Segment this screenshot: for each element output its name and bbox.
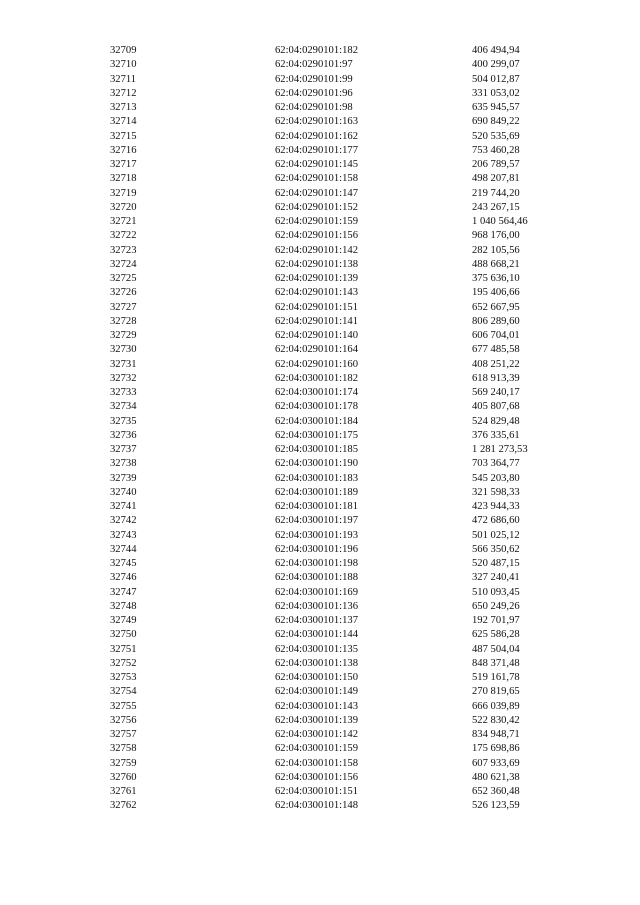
table-row: [0, 172, 640, 186]
record-number-cell: 32720: [110, 201, 137, 213]
cadastral-value-cell: 520 535,69: [472, 130, 520, 142]
cadastral-value-cell: 400 299,07: [472, 59, 520, 71]
cadastral-number-cell: 62:04:0300101:158: [275, 757, 358, 769]
record-number-cell: 32738: [110, 458, 137, 470]
cadastral-value-cell: 219 744,20: [472, 187, 520, 199]
table-row: [0, 628, 640, 642]
table-row: [0, 543, 640, 557]
table-row: [0, 700, 640, 714]
cadastral-value-cell: 652 667,95: [472, 301, 520, 313]
table-row: [0, 58, 640, 72]
table-row: [0, 771, 640, 785]
table-row: [0, 757, 640, 771]
cadastral-value-cell: 406 494,94: [472, 45, 520, 56]
record-number-cell: 32716: [110, 144, 137, 156]
cadastral-value-cell: 488 668,21: [472, 258, 520, 270]
cadastral-number-cell: 62:04:0290101:141: [275, 315, 358, 327]
table-row: [0, 472, 640, 486]
record-number-cell: 32723: [110, 244, 137, 256]
cadastral-value-cell: 566 350,62: [472, 543, 520, 555]
cadastral-value-cell: 607 933,69: [472, 757, 520, 769]
cadastral-number-cell: 62:04:0300101:185: [275, 444, 358, 455]
table-row: [0, 728, 640, 742]
cadastral-number-cell: 62:04:0300101:148: [275, 800, 358, 812]
record-number-cell: 32740: [110, 486, 137, 498]
cadastral-value-cell: 321 598,33: [472, 486, 520, 498]
cadastral-number-cell: 62:04:0290101:145: [275, 159, 358, 170]
record-number-cell: 32725: [110, 273, 137, 284]
cadastral-number-cell: 62:04:0290101:151: [275, 301, 358, 313]
cadastral-value-cell: 487 504,04: [472, 643, 520, 655]
cadastral-value-cell: 376 335,61: [472, 429, 520, 441]
cadastral-value-cell: 501 025,12: [472, 529, 520, 541]
cadastral-value-cell: 270 819,65: [472, 686, 520, 698]
cadastral-value-cell: 690 849,22: [472, 116, 520, 128]
table-row: [0, 742, 640, 756]
cadastral-value-cell: 677 485,58: [472, 344, 520, 356]
cadastral-number-cell: 62:04:0290101:156: [275, 230, 358, 242]
cadastral-number-cell: 62:04:0300101:183: [275, 472, 358, 484]
cadastral-number-cell: 62:04:0300101:181: [275, 501, 358, 512]
record-number-cell: 32739: [110, 472, 137, 484]
table-row: [0, 144, 640, 158]
cadastral-number-cell: 62:04:0300101:159: [275, 743, 358, 755]
table-row: [0, 799, 640, 813]
record-number-cell: 32728: [110, 315, 137, 327]
cadastral-value-cell: 375 636,10: [472, 273, 520, 284]
cadastral-value-cell: 1 040 564,46: [472, 216, 528, 227]
record-number-cell: 32727: [110, 301, 137, 313]
cadastral-value-cell: 192 701,97: [472, 615, 520, 626]
cadastral-number-cell: 62:04:0300101:143: [275, 700, 358, 712]
table-row: [0, 685, 640, 699]
record-number-cell: 32732: [110, 372, 137, 384]
document-table: [0, 44, 640, 814]
record-number-cell: 32757: [110, 729, 137, 740]
cadastral-value-cell: 834 948,71: [472, 729, 520, 740]
table-row: [0, 614, 640, 628]
cadastral-value-cell: 522 830,42: [472, 714, 520, 726]
cadastral-value-cell: 504 012,87: [472, 73, 520, 85]
table-row: [0, 785, 640, 799]
cadastral-value-cell: 753 460,28: [472, 144, 520, 156]
table-row: [0, 158, 640, 172]
cadastral-number-cell: 62:04:0290101:164: [275, 344, 358, 356]
record-number-cell: 32744: [110, 543, 137, 555]
cadastral-number-cell: 62:04:0290101:99: [275, 73, 353, 85]
cadastral-value-cell: 703 364,77: [472, 458, 520, 470]
record-number-cell: 32756: [110, 714, 137, 726]
cadastral-number-cell: 62:04:0300101:198: [275, 558, 358, 569]
cadastral-value-cell: 472 686,60: [472, 515, 520, 527]
record-number-cell: 32718: [110, 173, 137, 185]
cadastral-number-cell: 62:04:0290101:163: [275, 116, 358, 128]
record-number-cell: 32726: [110, 287, 137, 299]
cadastral-value-cell: 327 240,41: [472, 572, 520, 584]
cadastral-value-cell: 526 123,59: [472, 800, 520, 812]
cadastral-number-cell: 62:04:0300101:135: [275, 643, 358, 655]
cadastral-value-cell: 650 249,26: [472, 600, 520, 612]
table-row: [0, 44, 640, 58]
table-row: [0, 657, 640, 671]
table-row: [0, 258, 640, 272]
cadastral-number-cell: 62:04:0290101:159: [275, 216, 358, 227]
table-row: [0, 714, 640, 728]
table-row: [0, 500, 640, 514]
table-row: [0, 443, 640, 457]
cadastral-number-cell: 62:04:0300101:142: [275, 729, 358, 740]
cadastral-value-cell: 545 203,80: [472, 472, 520, 484]
cadastral-number-cell: 62:04:0300101:139: [275, 714, 358, 726]
cadastral-number-cell: 62:04:0300101:190: [275, 458, 358, 470]
record-number-cell: 32711: [110, 73, 137, 85]
table-row: [0, 130, 640, 144]
cadastral-value-cell: 606 704,01: [472, 330, 520, 341]
record-number-cell: 32759: [110, 757, 137, 769]
record-number-cell: 32717: [110, 159, 137, 170]
cadastral-number-cell: 62:04:0300101:144: [275, 629, 358, 641]
record-number-cell: 32754: [110, 686, 137, 698]
cadastral-value-cell: 510 093,45: [472, 586, 520, 598]
cadastral-number-cell: 62:04:0290101:152: [275, 201, 358, 213]
record-number-cell: 32715: [110, 130, 137, 142]
table-row: [0, 514, 640, 528]
record-number-cell: 32709: [110, 45, 137, 56]
cadastral-number-cell: 62:04:0290101:147: [275, 187, 358, 199]
table-row: [0, 215, 640, 229]
record-number-cell: 32760: [110, 771, 137, 783]
cadastral-number-cell: 62:04:0290101:177: [275, 144, 358, 156]
cadastral-number-cell: 62:04:0300101:138: [275, 657, 358, 669]
cadastral-number-cell: 62:04:0290101:162: [275, 130, 358, 142]
cadastral-value-cell: 408 251,22: [472, 358, 520, 370]
table-row: [0, 87, 640, 101]
table-row: [0, 457, 640, 471]
record-number-cell: 32719: [110, 187, 137, 199]
record-number-cell: 32741: [110, 501, 137, 512]
cadastral-number-cell: 62:04:0300101:156: [275, 771, 358, 783]
table-row: [0, 286, 640, 300]
cadastral-number-cell: 62:04:0290101:158: [275, 173, 358, 185]
table-row: [0, 272, 640, 286]
table-row: [0, 329, 640, 343]
table-row: [0, 101, 640, 115]
cadastral-value-cell: 519 161,78: [472, 672, 520, 683]
table-row: [0, 229, 640, 243]
record-number-cell: 32721: [110, 216, 137, 227]
record-number-cell: 32761: [110, 786, 137, 797]
cadastral-number-cell: 62:04:0300101:193: [275, 529, 358, 541]
record-number-cell: 32729: [110, 330, 137, 341]
record-number-cell: 32748: [110, 600, 137, 612]
table-row: [0, 671, 640, 685]
table-row: [0, 486, 640, 500]
cadastral-number-cell: 62:04:0290101:160: [275, 358, 358, 370]
cadastral-value-cell: 423 944,33: [472, 501, 520, 512]
record-number-cell: 32733: [110, 387, 137, 398]
cadastral-number-cell: 62:04:0290101:140: [275, 330, 358, 341]
record-number-cell: 32735: [110, 415, 137, 427]
cadastral-number-cell: 62:04:0290101:96: [275, 87, 353, 99]
cadastral-number-cell: 62:04:0300101:196: [275, 543, 358, 555]
record-number-cell: 32736: [110, 429, 137, 441]
cadastral-value-cell: 1 281 273,53: [472, 444, 528, 455]
cadastral-number-cell: 62:04:0300101:182: [275, 372, 358, 384]
record-number-cell: 32753: [110, 672, 137, 683]
table-row: [0, 301, 640, 315]
cadastral-number-cell: 62:04:0300101:184: [275, 415, 358, 427]
table-row: [0, 643, 640, 657]
record-number-cell: 32712: [110, 87, 137, 99]
cadastral-value-cell: 331 053,02: [472, 87, 520, 99]
table-row: [0, 343, 640, 357]
record-number-cell: 32755: [110, 700, 137, 712]
cadastral-number-cell: 62:04:0290101:139: [275, 273, 358, 284]
cadastral-value-cell: 405 807,68: [472, 401, 520, 413]
table-row: [0, 557, 640, 571]
cadastral-number-cell: 62:04:0290101:97: [275, 59, 353, 71]
cadastral-value-cell: 652 360,48: [472, 786, 520, 797]
record-number-cell: 32745: [110, 558, 137, 569]
cadastral-value-cell: 243 267,15: [472, 201, 520, 213]
record-number-cell: 32724: [110, 258, 137, 270]
cadastral-value-cell: 282 105,56: [472, 244, 520, 256]
record-number-cell: 32710: [110, 59, 137, 71]
table-row: [0, 571, 640, 585]
record-number-cell: 32752: [110, 657, 137, 669]
record-number-cell: 32742: [110, 515, 137, 527]
cadastral-value-cell: 175 698,86: [472, 743, 520, 755]
table-row: [0, 415, 640, 429]
table-row: [0, 586, 640, 600]
cadastral-value-cell: 806 289,60: [472, 315, 520, 327]
record-number-cell: 32750: [110, 629, 137, 641]
cadastral-number-cell: 62:04:0300101:150: [275, 672, 358, 683]
record-number-cell: 32747: [110, 586, 137, 598]
cadastral-value-cell: 968 176,00: [472, 230, 520, 242]
table-row: [0, 372, 640, 386]
cadastral-number-cell: 62:04:0300101:151: [275, 786, 358, 797]
cadastral-number-cell: 62:04:0300101:188: [275, 572, 358, 584]
cadastral-value-cell: 569 240,17: [472, 387, 520, 398]
record-number-cell: 32731: [110, 358, 137, 370]
record-number-cell: 32722: [110, 230, 137, 242]
record-number-cell: 32762: [110, 800, 137, 812]
cadastral-value-cell: 625 586,28: [472, 629, 520, 641]
record-number-cell: 32714: [110, 116, 137, 128]
cadastral-number-cell: 62:04:0290101:143: [275, 287, 358, 299]
table-row: [0, 244, 640, 258]
cadastral-value-cell: 480 621,38: [472, 771, 520, 783]
cadastral-number-cell: 62:04:0290101:138: [275, 258, 358, 270]
table-row: [0, 187, 640, 201]
cadastral-value-cell: 666 039,89: [472, 700, 520, 712]
cadastral-value-cell: 195 406,66: [472, 287, 520, 299]
table-row: [0, 600, 640, 614]
cadastral-number-cell: 62:04:0300101:136: [275, 600, 358, 612]
cadastral-number-cell: 62:04:0300101:174: [275, 387, 358, 398]
cadastral-value-cell: 635 945,57: [472, 102, 520, 113]
record-number-cell: 32743: [110, 529, 137, 541]
cadastral-value-cell: 848 371,48: [472, 657, 520, 669]
cadastral-number-cell: 62:04:0290101:182: [275, 45, 358, 56]
table-row: [0, 400, 640, 414]
cadastral-number-cell: 62:04:0290101:142: [275, 244, 358, 256]
table-row: [0, 201, 640, 215]
cadastral-number-cell: 62:04:0300101:175: [275, 429, 358, 441]
record-number-cell: 32751: [110, 643, 137, 655]
cadastral-number-cell: 62:04:0300101:197: [275, 515, 358, 527]
cadastral-number-cell: 62:04:0300101:189: [275, 486, 358, 498]
table-row: [0, 73, 640, 87]
cadastral-number-cell: 62:04:0300101:137: [275, 615, 358, 626]
cadastral-number-cell: 62:04:0300101:149: [275, 686, 358, 698]
record-number-cell: 32737: [110, 444, 137, 455]
table-row: [0, 529, 640, 543]
cadastral-value-cell: 206 789,57: [472, 159, 520, 170]
table-row: [0, 358, 640, 372]
cadastral-number-cell: 62:04:0300101:178: [275, 401, 358, 413]
record-number-cell: 32730: [110, 344, 137, 356]
record-number-cell: 32749: [110, 615, 137, 626]
cadastral-number-cell: 62:04:0290101:98: [275, 102, 353, 113]
table-row: [0, 429, 640, 443]
table-row: [0, 315, 640, 329]
record-number-cell: 32713: [110, 102, 137, 113]
cadastral-value-cell: 524 829,48: [472, 415, 520, 427]
cadastral-number-cell: 62:04:0300101:169: [275, 586, 358, 598]
cadastral-value-cell: 618 913,39: [472, 372, 520, 384]
record-number-cell: 32734: [110, 401, 137, 413]
cadastral-value-cell: 498 207,81: [472, 173, 520, 185]
cadastral-value-cell: 520 487,15: [472, 558, 520, 569]
table-row: [0, 115, 640, 129]
record-number-cell: 32746: [110, 572, 137, 584]
table-row: [0, 386, 640, 400]
record-number-cell: 32758: [110, 743, 137, 755]
